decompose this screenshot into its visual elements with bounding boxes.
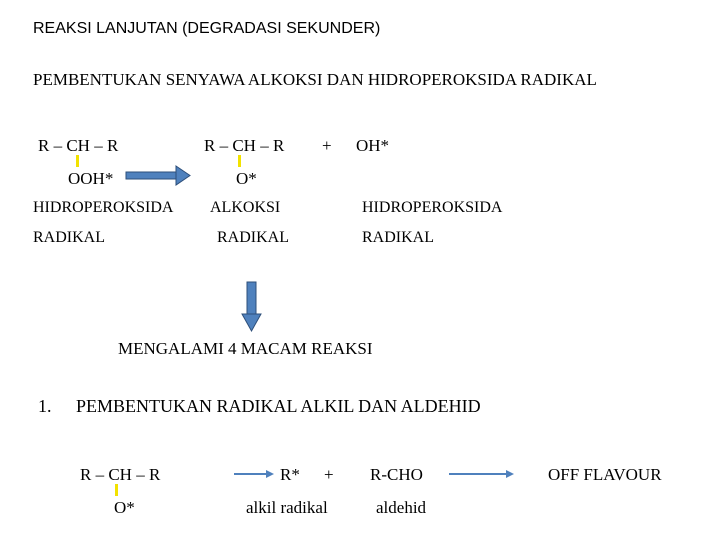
reaction-arrow-right — [126, 166, 190, 185]
reactant-name-line2: RADIKAL — [33, 229, 105, 246]
reactant-group: O* — [114, 498, 135, 517]
bond-marker — [115, 484, 118, 496]
off-flavour-label: OFF FLAVOUR — [548, 465, 662, 484]
product-name-line2: RADIKAL — [217, 229, 289, 246]
plus-sign: + — [324, 465, 334, 484]
reactant-chain: R – CH – R — [38, 136, 119, 155]
reaction-arrow-right — [234, 470, 274, 478]
byproduct: OH* — [356, 136, 390, 155]
aldehyde-name: aldehid — [376, 498, 427, 517]
plus-sign: + — [322, 136, 332, 155]
byproduct-name-line2: RADIKAL — [362, 229, 434, 246]
section-subtitle: PEMBENTUKAN SENYAWA ALKOKSI DAN HIDROPEROKSIDA RADIKAL — [33, 70, 597, 89]
alkyl-radical: R* — [280, 465, 300, 484]
reactant-name-line1: HIDROPEROKSIDA — [33, 199, 174, 216]
down-arrow — [242, 282, 261, 331]
byproduct-name-line1: HIDROPEROKSIDA — [362, 199, 503, 216]
aldehyde: R-CHO — [370, 465, 423, 484]
reaction-arrow-right — [449, 470, 514, 478]
product-name-line1: ALKOKSI — [210, 199, 281, 216]
product-chain: R – CH – R — [204, 136, 285, 155]
reaction-count-label: MENGALAMI 4 MACAM REAKSI — [118, 339, 373, 358]
reactant-chain: R – CH – R — [80, 465, 161, 484]
alkyl-radical-name: alkil radikal — [246, 498, 328, 517]
product-group: O* — [236, 169, 257, 188]
reactant-group: OOH* — [68, 169, 114, 188]
item-title: PEMBENTUKAN RADIKAL ALKIL DAN ALDEHID — [76, 396, 481, 416]
page-title: REAKSI LANJUTAN (DEGRADASI SEKUNDER) — [33, 20, 381, 37]
item-number: 1. — [38, 396, 52, 416]
